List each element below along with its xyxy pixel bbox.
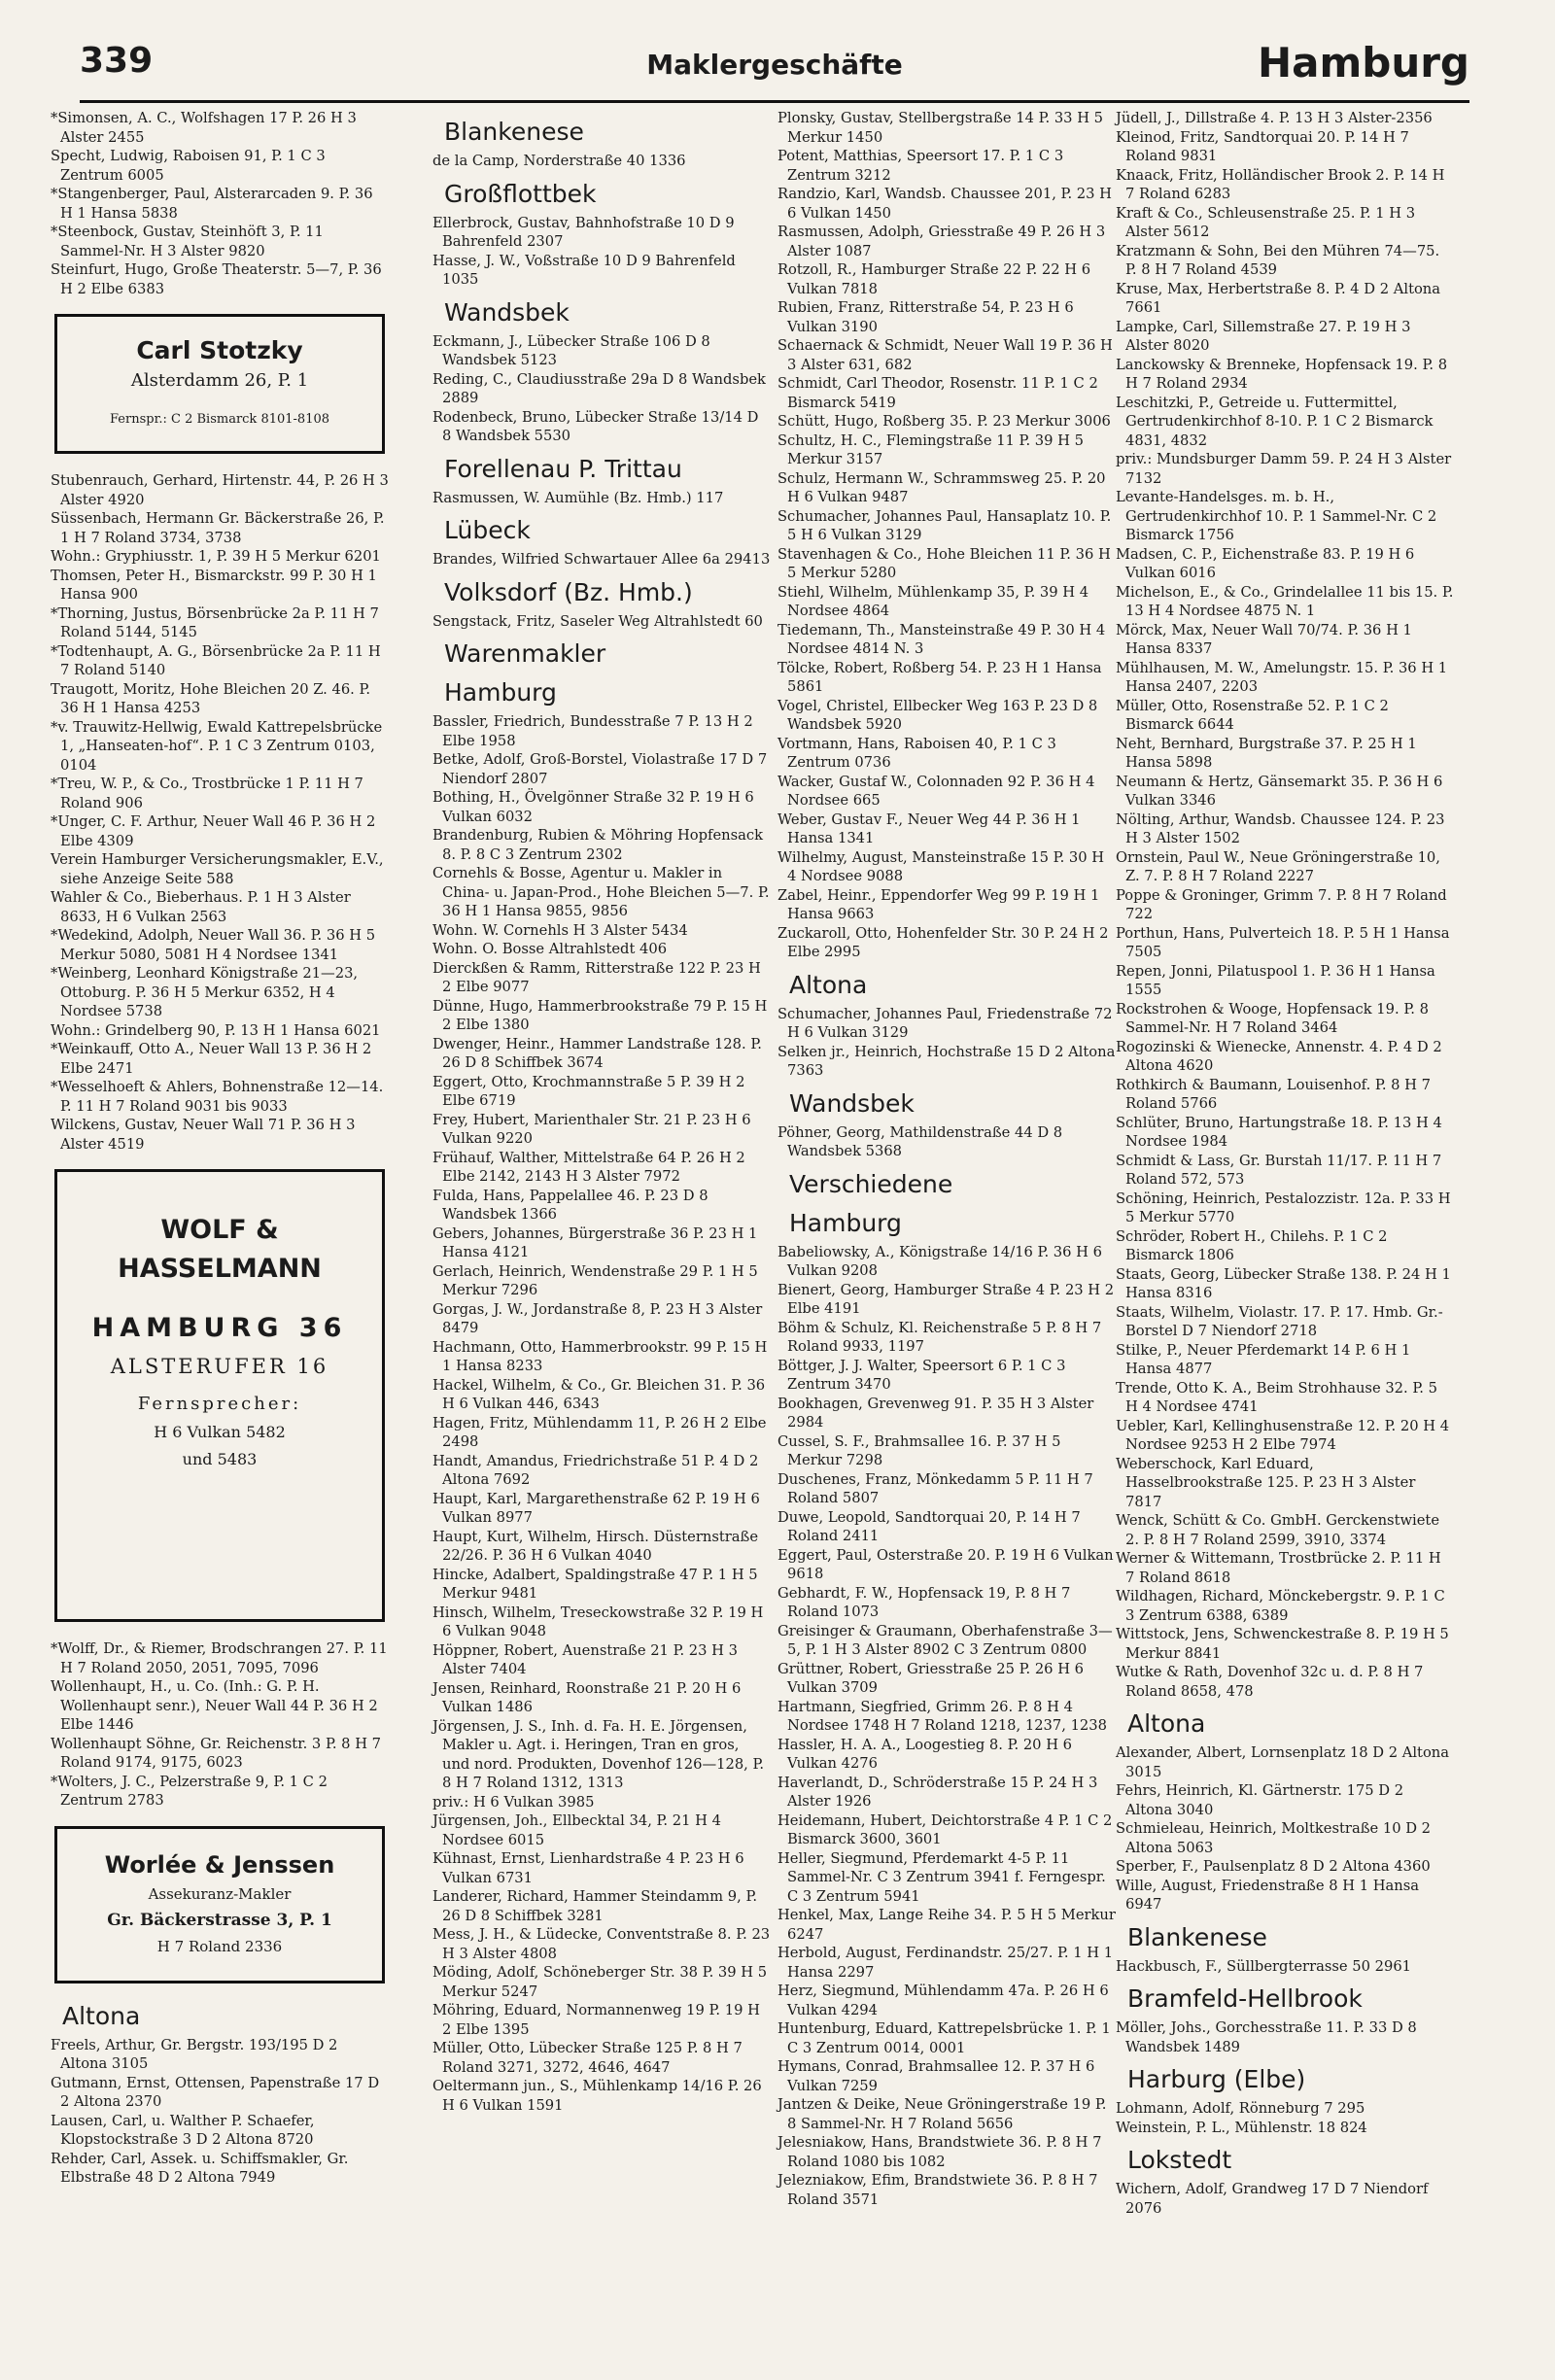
directory-entry: Ornstein, Paul W., Neue Gröningerstraße 10, Z. 7. P. 8 H 7 Roland 2227 [1116, 848, 1440, 884]
section-heading-wandsbek: Wandsbek [444, 297, 570, 327]
running-head: Maklergeschäfte [646, 49, 903, 81]
directory-entry: Herz, Siegmund, Mühlendamm 47a. P. 26 H 6 Vulkan 4294 [778, 1983, 1109, 2018]
directory-entry: Landerer, Richard, Hammer Steindamm 9, P. 26 D 8 Schiffbek 3281 [432, 1888, 758, 1924]
column-3 [778, 109, 1116, 2209]
directory-entry: Pöhner, Georg, Mathildenstraße 44 D 8 Wandsbek 5368 [778, 1123, 1063, 1159]
directory-entry: Schmidt, Carl Theodor, Rosenstr. 11 P. 1 C 2 Bismarck 5419 [778, 375, 1098, 411]
directory-entry: Weberschock, Karl Eduard, Hasselbrookstraße 125. P. 23 H 3 Alster 7817 [1116, 1455, 1416, 1510]
directory-entry: Schütt, Hugo, Roßberg 35. P. 23 Merkur 3006 [778, 413, 1111, 430]
directory-entry: Möller, Johs., Gorchesstraße 11. P. 33 D 8 Wandsbek 1489 [1116, 2019, 1417, 2055]
entry-list [1116, 1743, 1454, 1914]
section-heading-altona: Altona [1127, 1709, 1206, 1738]
entry-list [1116, 2018, 1454, 2056]
directory-entry: Hartmann, Siegfried, Grimm 26. P. 8 H 4 Nordsee 1748 H 7 Roland 1218, 1237, 1238 [778, 1698, 1107, 1734]
directory-entry: Jürgensen, Joh., Ellbecktal 34, P. 21 H 4 Nordsee 6015 [432, 1812, 721, 1848]
directory-entry: Gebhardt, F. W., Hopfensack 19, P. 8 H 7 Roland 1073 [778, 1584, 1071, 1620]
directory-entry: Müller, Otto, Lübecker Straße 125 P. 8 H 7 Roland 3271, 3272, 4646, 4647 [432, 2040, 743, 2076]
entry-list [432, 712, 771, 2115]
ad-subtitle: Assekuranz-Makler [148, 1884, 292, 1903]
directory-entry: Lohmann, Adolf, Rönneburg 7 295 [1116, 2100, 1365, 2117]
directory-entry: Mühlhausen, M. W., Amelungstr. 15. P. 36 H 1 Hansa 2407, 2203 [1116, 659, 1448, 695]
directory-entry: Schultz, H. C., Flemingstraße 11 P. 39 H 5 Merkur 3157 [778, 431, 1084, 467]
entry-list [778, 1123, 1116, 1161]
directory-entry: Lanckowsky & Brenneke, Hopfensack 19. P. 8 H 7 Roland 2934 [1116, 356, 1448, 392]
directory-entry: Wenck, Schütt & Co. GmbH. Gerckenstwiete 2. P. 8 H 7 Roland 2599, 3910, 3374 [1116, 1512, 1440, 1548]
directory-entry: Duschenes, Franz, Mönkedamm 5 P. 11 H 7 Roland 5807 [778, 1470, 1093, 1506]
section-heading-hamburg: Hamburg [444, 678, 557, 707]
directory-entry: Jensen, Reinhard, Roonstraße 21 P. 20 H 6 Vulkan 1486 [432, 1679, 742, 1715]
directory-entry: Schulz, Hermann W., Schrammsweg 25. P. 20 H 6 Vulkan 9487 [778, 469, 1106, 505]
directory-entry: de la Camp, Norderstraße 40 1336 [432, 153, 686, 169]
directory-entry: Mess, J. H., & Lüdecke, Conventstraße 8. P. 23 H 3 Alster 4808 [432, 1926, 771, 1962]
directory-entry: Wichern, Adolf, Grandweg 17 D 7 Niendorf 2076 [1116, 2181, 1429, 2217]
directory-entry: Handt, Amandus, Friedrichstraße 51 P. 4 D 2 Altona 7692 [432, 1452, 759, 1488]
directory-entry: Möhring, Eduard, Normannenweg 19 P. 19 H 2 Elbe 1395 [432, 2002, 760, 2038]
directory-entry: *Weinkauff, Otto A., Neuer Wall 13 P. 36 H 2 Elbe 2471 [51, 1041, 372, 1077]
entry-list [432, 332, 771, 446]
entry-list [51, 471, 389, 1154]
section-heading-luebeck: Lübeck [444, 516, 531, 544]
directory-entry: Rasmussen, W. Aumühle (Bz. Hmb.) 117 [432, 489, 724, 506]
directory-entry: Duwe, Leopold, Sandtorquai 20, P. 14 H 7 Roland 2411 [778, 1508, 1081, 1544]
directory-entry: Haverlandt, D., Schröderstraße 15 P. 24 H 3 Alster 1926 [778, 1774, 1098, 1810]
directory-entry: Frey, Hubert, Marienthaler Str. 21 P. 23 H 6 Vulkan 9220 [432, 1111, 751, 1147]
directory-entry: Brandenburg, Rubien & Möhring Hopfensack 8. P. 8 C 3 Zentrum 2302 [432, 827, 764, 863]
directory-entry: Hincke, Adalbert, Spaldingstraße 47 P. 1 H 5 Merkur 9481 [432, 1566, 758, 1602]
directory-entry: *v. Trauwitz-Hellwig, Ewald Kattrepelsbrücke 1, „Hanseaten-hof“. P. 1 C 3 Zentrum 0103, 0104 [51, 718, 383, 774]
entry-list [432, 152, 771, 171]
directory-entry: Betke, Adolf, Groß-Borstel, Violastraße 17 D 7 Niendorf 2807 [432, 751, 768, 787]
ad-phone-2: und 5483 [182, 1450, 258, 1468]
advertisement-wolf-hasselmann [54, 1169, 385, 1622]
directory-entry: Cornehls & Bosse, Agentur u. Makler in China- u. Japan-Prod., Hohe Bleichen 5—7. P. 36 H 1 Hansa 9855, 9856 [432, 865, 770, 919]
section-heading-volksdorf: Volksdorf (Bz. Hmb.) [444, 577, 693, 606]
directory-entry: Möding, Adolf, Schöneberger Str. 38 P. 39 H 5 Merkur 5247 [432, 1964, 768, 2000]
directory-entry: Kraft & Co., Schleusenstraße 25. P. 1 H 3 Alster 5612 [1116, 204, 1416, 240]
directory-entry: Weinstein, P. L., Mühlenstr. 18 824 [1116, 2119, 1367, 2136]
directory-entry: priv.: H 6 Vulkan 3985 [432, 1793, 595, 1811]
directory-entry: Eggert, Paul, Osterstraße 20. P. 19 H 6 Vulkan 9618 [778, 1546, 1114, 1582]
directory-entry: Haupt, Karl, Margarethenstraße 62 P. 19 H 6 Vulkan 8977 [432, 1490, 760, 1526]
directory-entry: Wahler & Co., Bieberhaus. P. 1 H 3 Alster 8633, H 6 Vulkan 2563 [51, 889, 351, 925]
directory-entry: *Thorning, Justus, Börsenbrücke 2a P. 11 H 7 Roland 5144, 5145 [51, 604, 379, 640]
section-heading-bramfeld: Bramfeld-Hellbrook [1127, 1984, 1363, 2013]
directory-entry: Uebler, Karl, Kellinghusenstraße 12. P. 20 H 4 Nordsee 9253 H 2 Elbe 7974 [1116, 1417, 1450, 1453]
directory-entry: Fehrs, Heinrich, Kl. Gärtnerstr. 175 D 2 Altona 3040 [1116, 1782, 1404, 1818]
directory-entry: Kleinod, Fritz, Sandtorquai 20. P. 14 H 7 Roland 9831 [1116, 128, 1409, 164]
directory-entry: Hassler, H. A. A., Loogestieg 8. P. 20 H 6 Vulkan 4276 [778, 1736, 1073, 1772]
directory-entry: Schaernack & Schmidt, Neuer Wall 19 P. 36 H 3 Alster 631, 682 [778, 337, 1113, 373]
directory-entry: Leschitzki, P., Getreide u. Futtermittel, Gertrudenkirchhof 8-10. P. 1 C 2 Bismarck 4831, 4832 [1116, 394, 1434, 449]
directory-entry: Freels, Arthur, Gr. Bergstr. 193/195 D 2 Altona 3105 [51, 2036, 338, 2072]
directory-entry: Jörgensen, J. S., Inh. d. Fa. H. E. Jörgensen, Makler u. Agt. i. Heringen, Tran en gros, und nord. Produkten, Dovenhof 126—128, P. 8 H 7 Roland 1312, 1313 [432, 1717, 765, 1791]
directory-entry: Michelson, E., & Co., Grindelallee 11 bis 15. P. 13 H 4 Nordsee 4875 N. 1 [1116, 583, 1454, 619]
directory-entry: Lampke, Carl, Sillemstraße 27. P. 19 H 3 Alster 8020 [1116, 318, 1411, 354]
directory-entry: Tölcke, Robert, Roßberg 54. P. 23 H 1 Hansa 5861 [778, 659, 1102, 695]
directory-entry: *Treu, W. P., & Co., Trostbrücke 1 P. 11 H 7 Roland 906 [51, 776, 363, 811]
directory-entry: Werner & Wittemann, Trostbrücke 2. P. 11 H 7 Roland 8618 [1116, 1550, 1441, 1586]
directory-entry: Jelesniakow, Hans, Brandstwiete 36. P. 8 H 7 Roland 1080 bis 1082 [778, 2134, 1102, 2170]
directory-entry: Staats, Wilhelm, Violastr. 17. P. 17. Hmb. Gr.-Borstel D 7 Niendorf 2718 [1116, 1303, 1443, 1339]
section-heading-lokstedt: Lokstedt [1127, 2146, 1232, 2174]
entry-list [432, 489, 771, 508]
directory-entry: Gorgas, J. W., Jordanstraße 8, P. 23 H 3 Alster 8479 [432, 1300, 763, 1336]
directory-entry: Grüttner, Robert, Griesstraße 25 P. 26 H 6 Vulkan 3709 [778, 1660, 1085, 1696]
directory-entry: Wutke & Rath, Dovenhof 32c u. d. P. 8 H 7 Roland 8658, 478 [1116, 1664, 1424, 1700]
directory-entry: Reding, C., Claudiusstraße 29a D 8 Wandsbek 2889 [432, 370, 766, 406]
directory-entry: Babeliowsky, A., Königstraße 14/16 P. 36 H 6 Vulkan 9208 [778, 1243, 1102, 1279]
directory-entry: Kruse, Max, Herbertstraße 8. P. 4 D 2 Altona 7661 [1116, 280, 1441, 316]
directory-entry: Neumann & Hertz, Gänsemarkt 35. P. 36 H 6 Vulkan 3346 [1116, 773, 1443, 809]
directory-entry: Wohn. W. Cornehls H 3 Alster 5434 [432, 921, 688, 939]
directory-entry: Hackbusch, F., Süllbergterrasse 50 2961 [1116, 1957, 1412, 1975]
directory-entry: Stilke, P., Neuer Pferdemarkt 14 P. 6 H 1 Hansa 4877 [1116, 1341, 1411, 1377]
directory-entry: Potent, Matthias, Speersort 17. P. 1 C 3 Zentrum 3212 [778, 148, 1064, 184]
directory-entry: Schumacher, Johannes Paul, Friedenstraße 72 H 6 Vulkan 3129 [778, 1005, 1113, 1041]
ad-title: Worlée & Jenssen [104, 1850, 335, 1879]
advertisement-stotzky [54, 314, 385, 454]
directory-entry: Alexander, Albert, Lornsenplatz 18 D 2 Altona 3015 [1116, 1744, 1450, 1780]
page-number: 339 [80, 41, 154, 81]
directory-entry: *Todtenhaupt, A. G., Börsenbrücke 2a P. 11 H 7 Roland 5140 [51, 642, 381, 678]
directory-entry: Kühnast, Ernst, Lienhardstraße 4 P. 23 H 6 Vulkan 6731 [432, 1850, 744, 1886]
ad-address: Alsterdamm 26, P. 1 [130, 370, 309, 391]
ad-street: ALSTERUFER 16 [110, 1355, 329, 1378]
ad-phone: Fernspr.: C 2 Bismarck 8101-8108 [109, 412, 330, 427]
directory-entry: Schmidt & Lass, Gr. Burstah 11/17. P. 11 H 7 Roland 572, 573 [1116, 1152, 1442, 1188]
directory-entry: Jantzen & Deike, Neue Gröningerstraße 19 P. 8 Sammel-Nr. H 7 Roland 5656 [778, 2096, 1107, 2132]
directory-entry: Schlüter, Bruno, Hartungstraße 18. P. 13 H 4 Nordsee 1984 [1116, 1114, 1442, 1150]
directory-entry: Eckmann, J., Lübecker Straße 106 D 8 Wandsbek 5123 [432, 332, 710, 368]
directory-entry: Rotzoll, R., Hamburger Straße 22 P. 22 H 6 Vulkan 7818 [778, 261, 1091, 297]
directory-entry: Schröder, Robert H., Chilehs. P. 1 C 2 Bismarck 1806 [1116, 1227, 1388, 1263]
ad-phone: H 6 Vulkan 5482 [154, 1423, 286, 1441]
directory-entry: Schmieleau, Heinrich, Moltkestraße 10 D 2 Altona 5063 [1116, 1820, 1432, 1856]
section-heading-wandsbek: Wandsbek [789, 1088, 915, 1118]
directory-entry: *Wedekind, Adolph, Neuer Wall 36. P. 36 H 5 Merkur 5080, 5081 H 4 Nordsee 1341 [51, 927, 376, 963]
directory-entry: Fulda, Hans, Pappelallee 46. P. 23 D 8 Wandsbek 1366 [432, 1187, 708, 1223]
directory-entry: Plonsky, Gustav, Stellbergstraße 14 P. 33 H 5 Merkur 1450 [778, 110, 1104, 146]
directory-entry: Rehder, Carl, Assek. u. Schiffsmakler, Gr. Elbstraße 48 D 2 Altona 7949 [51, 2150, 349, 2186]
directory-entry: *Simonsen, A. C., Wolfshagen 17 P. 26 H 3 Alster 2455 [51, 110, 357, 146]
directory-entry: Knaack, Fritz, Holländischer Brook 2. P. 14 H 7 Roland 6283 [1116, 166, 1445, 202]
section-heading-hamburg: Hamburg [789, 1208, 902, 1237]
directory-entry: Hachmann, Otto, Hammerbrookstr. 99 P. 15 H 1 Hansa 8233 [432, 1338, 768, 1374]
directory-entry: Bothing, H., Övelgönner Straße 32 P. 19 H 6 Vulkan 6032 [432, 789, 754, 825]
directory-entry: Böhm & Schulz, Kl. Reichenstraße 5 P. 8 H 7 Roland 9933, 1197 [778, 1319, 1102, 1355]
entry-list [1116, 2180, 1454, 2218]
directory-entry: Wollenhaupt, H., u. Co. (Inh.: G. P. H. Wollenhaupt senr.), Neuer Wall 44 P. 36 H 2 Elbe 1446 [51, 1678, 378, 1733]
column-4 [1116, 109, 1454, 2218]
directory-entry: Wollenhaupt Söhne, Gr. Reichenstr. 3 P. 8 H 7 Roland 9174, 9175, 6023 [51, 1735, 382, 1771]
directory-entry: Wohn. O. Bosse Altrahlstedt 406 [432, 941, 668, 957]
directory-entry: Rasmussen, Adolph, Griesstraße 49 P. 26 H 3 Alster 1087 [778, 224, 1106, 259]
directory-entry: *Steenbock, Gustav, Steinhöft 3, P. 11 Sammel-Nr. H 3 Alster 9820 [51, 224, 324, 259]
directory-entry: Traugott, Moritz, Hohe Bleichen 20 Z. 46. P. 36 H 1 Hansa 4253 [51, 680, 371, 716]
directory-entry: Specht, Ludwig, Raboisen 91, P. 1 C 3 Zentrum 6005 [51, 148, 326, 184]
directory-entry: priv.: Mundsburger Damm 59. P. 24 H 3 Alster 7132 [1116, 451, 1452, 487]
directory-entry: Böttger, J. J. Walter, Speersort 6 P. 1 C 3 Zentrum 3470 [778, 1357, 1066, 1393]
section-heading-altona: Altona [62, 2001, 141, 2030]
directory-entry: Jelezniakow, Efim, Brandstwiete 36. P. 8 H 7 Roland 3571 [778, 2172, 1098, 2208]
directory-entry: Schöning, Heinrich, Pestalozzistr. 12a. P. 33 H 5 Merkur 5770 [1116, 1190, 1451, 1225]
directory-entry: Rothkirch & Baumann, Louisenhof. P. 8 H 7 Roland 5766 [1116, 1076, 1431, 1112]
entry-list [778, 1243, 1116, 2210]
directory-entry: Heller, Siegmund, Pferdemarkt 4-5 P. 11 Sammel-Nr. C 3 Zentrum 3941 f. Ferngespr. C 3 Zentrum 5941 [778, 1849, 1106, 1905]
directory-entry: Tiedemann, Th., Mansteinstraße 49 P. 30 H 4 Nordsee 4814 N. 3 [778, 621, 1106, 657]
column-2 [432, 109, 771, 2115]
directory-entry: Madsen, C. P., Eichenstraße 83. P. 19 H 6 Vulkan 6016 [1116, 545, 1415, 581]
ad-phone: H 7 Roland 2336 [156, 1937, 283, 1955]
directory-entry: Huntenburg, Eduard, Kattrepelsbrücke 1. P. 1 C 3 Zentrum 0014, 0001 [778, 2020, 1111, 2056]
directory-entry: Sengstack, Fritz, Saseler Weg Altrahlstedt 60 [432, 612, 763, 630]
directory-entry: Vortmann, Hans, Raboisen 40, P. 1 C 3 Zentrum 0736 [778, 735, 1056, 771]
directory-entry: Neht, Bernhard, Burgstraße 37. P. 25 H 1 Hansa 5898 [1116, 735, 1417, 771]
entry-list [51, 2036, 389, 2188]
directory-entry: Poppe & Groninger, Grimm 7. P. 8 H 7 Roland 722 [1116, 886, 1447, 922]
directory-entry: Herbold, August, Ferdinandstr. 25/27. P. 1 H 1 Hansa 2297 [778, 1945, 1114, 1981]
directory-entry: Wilhelmy, August, Mansteinstraße 15 P. 30 H 4 Nordsee 9088 [778, 848, 1105, 884]
ad-title: WOLF & HASSELMANN [118, 1215, 322, 1284]
directory-entry: Müller, Otto, Rosenstraße 52. P. 1 C 2 Bismarck 6644 [1116, 697, 1389, 733]
directory-entry: Wacker, Gustaf W., Colonnaden 92 P. 36 H 4 Nordsee 665 [778, 773, 1095, 809]
entry-list [1116, 1957, 1454, 1977]
directory-entry: Stiehl, Wilhelm, Mühlenkamp 35, P. 39 H 4 Nordsee 4864 [778, 583, 1089, 619]
directory-entry: Zuckaroll, Otto, Hohenfelder Str. 30 P. 24 H 2 Elbe 2995 [778, 924, 1109, 960]
directory-entry: Brandes, Wilfried Schwartauer Allee 6a 29413 [432, 551, 771, 568]
directory-entry: Dünne, Hugo, Hammerbrookstraße 79 P. 15 H 2 Elbe 1380 [432, 997, 768, 1033]
header-rule [80, 100, 1469, 103]
directory-entry: Wohn.: Grindelberg 90, P. 13 H 1 Hansa 6021 [51, 1021, 381, 1039]
directory-entry: Thomsen, Peter H., Bismarckstr. 99 P. 30 H 1 Hansa 900 [51, 567, 377, 603]
directory-entry: Mörck, Max, Neuer Wall 70/74. P. 36 H 1 Hansa 8337 [1116, 621, 1412, 657]
directory-entry: Randzio, Karl, Wandsb. Chaussee 201, P. 23 H 6 Vulkan 1450 [778, 186, 1112, 222]
section-heading-verschiedene: Verschiedene [789, 1169, 953, 1198]
directory-entry: Wildhagen, Richard, Mönckebergstr. 9. P. 1 C 3 Zentrum 6388, 6389 [1116, 1588, 1445, 1624]
directory-entry: Höppner, Robert, Auenstraße 21 P. 23 H 3 Alster 7404 [432, 1641, 738, 1677]
directory-entry: Dierckßen & Ramm, Ritterstraße 122 P. 23 H 2 Elbe 9077 [432, 959, 761, 995]
directory-entry: Heidemann, Hubert, Deichtorstraße 4 P. 1 C 2 Bismarck 3600, 3601 [778, 1811, 1113, 1847]
directory-entry: Stavenhagen & Co., Hohe Bleichen 11 P. 36 H 5 Merkur 5280 [778, 545, 1111, 581]
directory-entry: *Wolters, J. C., Pelzerstraße 9, P. 1 C 2 Zentrum 2783 [51, 1773, 328, 1809]
directory-entry: Schumacher, Johannes Paul, Hansaplatz 10. P. 5 H 6 Vulkan 3129 [778, 507, 1112, 543]
city-header: Hamburg [1258, 39, 1469, 86]
section-heading-blankenese: Blankenese [1127, 1922, 1267, 1951]
column-1 [51, 109, 389, 2188]
directory-entry: Eggert, Otto, Krochmannstraße 5 P. 39 H 2 Elbe 6719 [432, 1073, 745, 1109]
directory-entry: Henkel, Max, Lange Reihe 34. P. 5 H 5 Merkur 6247 [778, 1907, 1116, 1943]
directory-entry: Bookhagen, Grevenweg 91. P. 35 H 3 Alster 2984 [778, 1395, 1094, 1431]
section-heading-harburg: Harburg (Elbe) [1127, 2065, 1306, 2093]
ad-address: Gr. Bäckerstrasse 3, P. 1 [107, 1910, 332, 1930]
directory-entry: Bienert, Georg, Hamburger Straße 4 P. 23 H 2 Elbe 4191 [778, 1281, 1115, 1317]
directory-entry: Oeltermann jun., S., Mühlenkamp 14/16 P. 26 H 6 Vulkan 1591 [432, 2078, 762, 2114]
directory-entry: Wittstock, Jens, Schwenckestraße 8. P. 19 H 5 Merkur 8841 [1116, 1626, 1449, 1662]
directory-entry: *Wolff, Dr., & Riemer, Brodschrangen 27. P. 11 H 7 Roland 2050, 2051, 7095, 7096 [51, 1640, 388, 1676]
entry-list [432, 214, 771, 290]
directory-entry: Wohn.: Gryphiusstr. 1, P. 39 H 5 Merkur 6201 [51, 548, 381, 565]
directory-entry: Selken jr., Heinrich, Hochstraße 15 D 2 Altona 7363 [778, 1043, 1116, 1079]
entry-list [51, 109, 389, 298]
directory-entry: Wilckens, Gustav, Neuer Wall 71 P. 36 H 3 Alster 4519 [51, 1117, 356, 1153]
page-header [80, 31, 1469, 99]
directory-entry: Rogozinski & Wienecke, Annenstr. 4. P. 4 D 2 Altona 4620 [1116, 1038, 1442, 1074]
directory-entry: Ellerbrock, Gustav, Bahnhofstraße 10 D 9 Bahrenfeld 2307 [432, 214, 735, 250]
directory-entry: Jüdell, J., Dillstraße 4. P. 13 H 3 Alster-2356 [1116, 110, 1433, 126]
section-heading-warenmakler: Warenmakler [444, 639, 606, 668]
directory-entry: Lausen, Carl, u. Walther P. Schaefer, Klopstockstraße 3 D 2 Altona 8720 [51, 2112, 315, 2148]
section-heading-forellenau: Forellenau P. Trittau [444, 454, 682, 483]
ad-fernsprecher: Fernsprecher: [137, 1394, 302, 1414]
directory-entry: Vogel, Christel, Ellbecker Weg 163 P. 23 D 8 Wandsbek 5920 [778, 697, 1098, 733]
directory-entry: Süssenbach, Hermann Gr. Bäckerstraße 26, P. 1 H 7 Roland 3734, 3738 [51, 510, 385, 546]
directory-entry: Zabel, Heinr., Eppendorfer Weg 99 P. 19 H 1 Hansa 9663 [778, 886, 1100, 922]
advertisement-worlee-jenssen [54, 1826, 385, 1983]
directory-entry: Hagen, Fritz, Mühlendamm 11, P. 26 H 2 Elbe 2498 [432, 1414, 767, 1450]
directory-entry: Levante-Handelsges. m. b. H., Gertrudenkirchhof 10. P. 1 Sammel-Nr. C 2 Bismarck 1756 [1116, 489, 1437, 543]
directory-entry: Repen, Jonni, Pilatuspool 1. P. 36 H 1 Hansa 1555 [1116, 962, 1435, 998]
entry-list [1116, 2099, 1454, 2137]
directory-entry: Porthun, Hans, Pulverteich 18. P. 5 H 1 Hansa 7505 [1116, 924, 1450, 960]
directory-entry: *Weinberg, Leonhard Königstraße 21—23, Ottoburg. P. 36 H 5 Merkur 6352, H 4 Nordsee 5738 [51, 965, 359, 1019]
directory-entry: Gebers, Johannes, Bürgerstraße 36 P. 23 H 1 Hansa 4121 [432, 1224, 758, 1260]
directory-entry: Gerlach, Heinrich, Wendenstraße 29 P. 1 H 5 Merkur 7296 [432, 1262, 758, 1298]
directory-entry: Stubenrauch, Gerhard, Hirtenstr. 44, P. 26 H 3 Alster 4920 [51, 472, 389, 508]
directory-entry: Wille, August, Friedenstraße 8 H 1 Hansa 6947 [1116, 1877, 1420, 1913]
directory-entry: Steinfurt, Hugo, Große Theaterstr. 5—7, P. 36 H 2 Elbe 6383 [51, 261, 382, 297]
directory-entry: Frühauf, Walther, Mittelstraße 64 P. 26 H 2 Elbe 2142, 2143 H 3 Alster 7972 [432, 1149, 745, 1185]
directory-entry: Verein Hamburger Versicherungsmakler, E.V., siehe Anzeige Seite 588 [51, 851, 384, 887]
directory-entry: Hasse, J. W., Voßstraße 10 D 9 Bahrenfeld 1035 [432, 252, 736, 288]
directory-entry: Weber, Gustav F., Neuer Weg 44 P. 36 H 1 Hansa 1341 [778, 811, 1081, 846]
directory-entry: Rodenbeck, Bruno, Lübecker Straße 13/14 D 8 Wandsbek 5530 [432, 408, 759, 444]
directory-entry: Hinsch, Wilhelm, Treseckowstraße 32 P. 19 H 6 Vulkan 9048 [432, 1604, 764, 1639]
directory-entry: *Unger, C. F. Arthur, Neuer Wall 46 P. 36 H 2 Elbe 4309 [51, 813, 376, 849]
directory-entry: Rockstrohen & Wooge, Hopfensack 19. P. 8 Sammel-Nr. H 7 Roland 3464 [1116, 1000, 1429, 1036]
section-heading-blankenese: Blankenese [444, 118, 584, 146]
directory-entry: Bassler, Friedrich, Bundesstraße 7 P. 13 H 2 Elbe 1958 [432, 713, 753, 749]
directory-entry: Rubien, Franz, Ritterstraße 54, P. 23 H 6 Vulkan 3190 [778, 299, 1074, 335]
directory-entry: Sperber, F., Paulsenplatz 8 D 2 Altona 4360 [1116, 1858, 1431, 1875]
directory-entry: Staats, Georg, Lübecker Straße 138. P. 24 H 1 Hansa 8316 [1116, 1265, 1451, 1301]
directory-entry: Dwenger, Heinr., Hammer Landstraße 128. P. 26 D 8 Schiffbek 3674 [432, 1035, 762, 1071]
directory-entry: Haupt, Kurt, Wilhelm, Hirsch. Düsternstraße 22/26. P. 36 H 6 Vulkan 4040 [432, 1528, 759, 1564]
directory-entry: Kratzmann & Sohn, Bei den Mühren 74—75. P. 8 H 7 Roland 4539 [1116, 242, 1440, 278]
directory-entry: Hackel, Wilhelm, & Co., Gr. Bleichen 31. P. 36 H 6 Vulkan 446, 6343 [432, 1376, 766, 1412]
ad-title: Carl Stotzky [136, 336, 303, 364]
entry-list [432, 550, 771, 569]
section-heading-grossflottbek: Großflottbek [444, 179, 597, 208]
directory-entry: *Wesselhoeft & Ahlers, Bohnenstraße 12—14. P. 11 H 7 Roland 9031 bis 9033 [51, 1079, 384, 1115]
directory-entry: Cussel, S. F., Brahmsallee 16. P. 37 H 5 Merkur 7298 [778, 1432, 1061, 1468]
directory-entry: Gutmann, Ernst, Ottensen, Papenstraße 17 D 2 Altona 2370 [51, 2074, 380, 2110]
directory-entry: Nölting, Arthur, Wandsb. Chaussee 124. P. 23 H 3 Alster 1502 [1116, 811, 1445, 846]
directory-entry: Greisinger & Graumann, Oberhafenstraße 3—5, P. 1 H 3 Alster 8902 C 3 Zentrum 0800 [778, 1622, 1113, 1658]
directory-entry: *Stangenberger, Paul, Alsterarcaden 9. P. 36 H 1 Hansa 5838 [51, 186, 373, 222]
entry-list [1116, 109, 1454, 1701]
ad-city: HAMBURG 36 [91, 1313, 348, 1343]
directory-entry: Hymans, Conrad, Brahmsallee 12. P. 37 H 6 Vulkan 7259 [778, 2058, 1095, 2094]
entry-list [778, 1005, 1116, 1081]
entry-list [778, 109, 1116, 962]
entry-list [51, 1639, 389, 1811]
entry-list [432, 612, 771, 632]
directory-entry: Trende, Otto K. A., Beim Strohhause 32. P. 5 H 4 Nordsee 4741 [1116, 1379, 1437, 1415]
section-heading-altona: Altona [789, 970, 868, 999]
